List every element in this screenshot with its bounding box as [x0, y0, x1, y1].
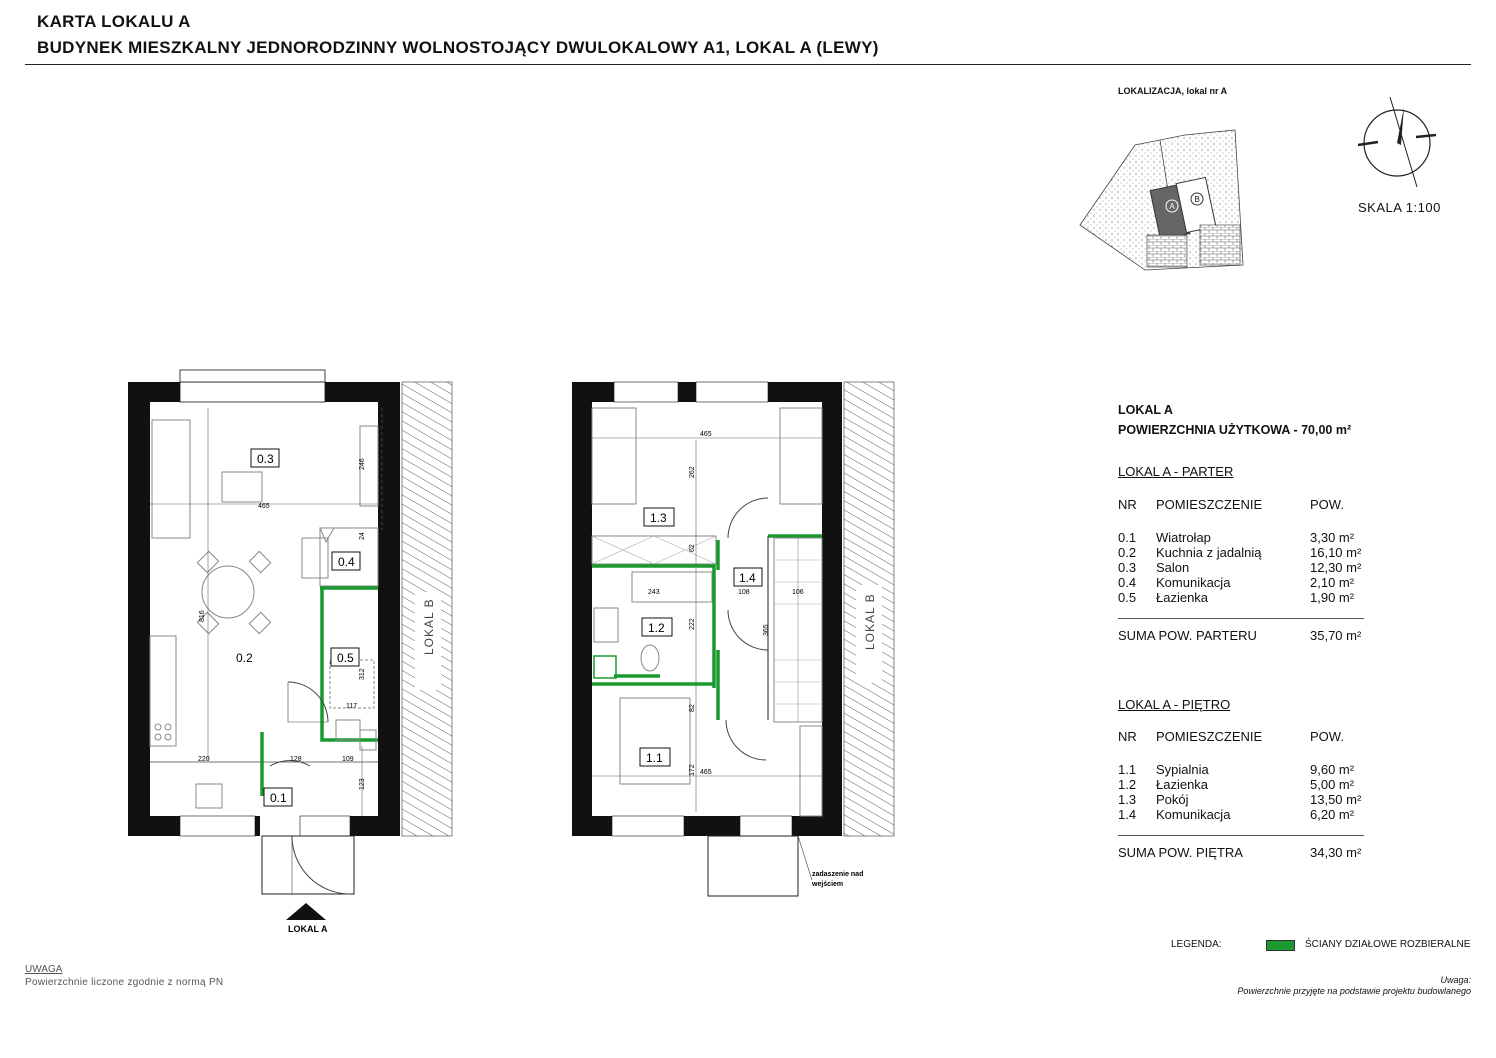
- dim-label: 172: [689, 764, 696, 776]
- divider: [1118, 835, 1364, 836]
- ground-floor-plan: [128, 370, 452, 934]
- dim-label: 312: [359, 668, 366, 680]
- table-row: 1.1 Sypialnia 9,60 m²: [1118, 762, 1355, 777]
- dim-label: 108: [738, 589, 750, 596]
- table-row: 0.4 Komunikacja 2,10 m²: [1118, 575, 1355, 590]
- col-nr: NR: [1118, 497, 1137, 512]
- col-pow: POW.: [1310, 497, 1344, 512]
- room-label-0-5: 0.5: [337, 651, 354, 665]
- area-total: POWIERZCHNIA UŻYTKOWA - 70,00 m²: [1118, 423, 1352, 437]
- lokal-title: LOKAL A: [1118, 403, 1173, 417]
- dim-label: 365: [763, 624, 770, 636]
- uwaga2-title: Uwaga:: [1440, 975, 1471, 985]
- table-row: 1.2 Łazienka 5,00 m²: [1118, 777, 1355, 792]
- col-pow: POW.: [1310, 729, 1344, 744]
- legend-item: ŚCIANY DZIAŁOWE ROZBIERALNE: [1305, 939, 1471, 950]
- dim-label: 220: [198, 756, 210, 763]
- site-location-map: [1075, 125, 1255, 275]
- pietro-section-title: LOKAL A - PIĘTRO: [1118, 697, 1231, 712]
- col-name: POMIESZCZENIE: [1156, 729, 1263, 744]
- table-row: 0.2 Kuchnia z jadalnią 16,10 m²: [1118, 545, 1362, 560]
- room-label-1-3: 1.3: [650, 511, 667, 525]
- sum-value: 35,70 m²: [1310, 628, 1362, 643]
- marker-b: B: [1194, 195, 1200, 204]
- dim-label: 109: [342, 756, 354, 763]
- neighbor-label-upper: LOKAL B: [863, 593, 877, 650]
- parter-rows: [1118, 530, 1380, 605]
- dim-label: 465: [700, 431, 712, 438]
- uwaga-text: Powierzchnie liczone zgodnie z normą PN: [25, 977, 224, 988]
- room-label-0-2: 0.2: [236, 651, 253, 665]
- location-label: LOKALIZACJA, lokal nr A: [1118, 86, 1228, 96]
- dim-label: 246: [359, 458, 366, 470]
- sum-label: SUMA POW. PIĘTRA: [1118, 845, 1243, 860]
- header-divider: [25, 64, 1471, 65]
- north-arrow-icon: [1350, 95, 1445, 190]
- pietro-header-row: [1118, 729, 1380, 744]
- parter-sum-row: [1118, 628, 1361, 643]
- room-label-1-1: 1.1: [646, 751, 663, 765]
- dim-label: 262: [689, 466, 696, 478]
- neighbor-label-ground: LOKAL B: [422, 598, 436, 655]
- table-row: 0.3 Salon 12,30 m²: [1118, 560, 1362, 575]
- dim-label: 106: [792, 589, 804, 596]
- canopy-note-2: wejściem: [812, 881, 844, 888]
- dim-label: 128: [290, 756, 302, 763]
- dim-label: 222: [689, 618, 696, 630]
- dim-label: 243: [648, 589, 660, 596]
- pietro-sum-row: [1118, 845, 1361, 860]
- dim-label: 465: [258, 503, 270, 510]
- dim-label: 24: [359, 532, 366, 540]
- col-nr: NR: [1118, 729, 1137, 744]
- page-title: KARTA LOKALU A: [37, 12, 191, 31]
- page-subtitle: BUDYNEK MIESZKALNY JEDNORODZINNY WOLNOSTOJĄCY DWULOKALOWY A1, LOKAL A (LEWY): [37, 38, 879, 57]
- pietro-rows: [1118, 762, 1380, 822]
- scale-label: SKALA 1:100: [1358, 200, 1441, 215]
- room-label-1-2: 1.2: [648, 621, 665, 635]
- col-name: POMIESZCZENIE: [1156, 497, 1263, 512]
- entrance-label: LOKAL A: [288, 924, 328, 934]
- legend-swatch: [1266, 940, 1295, 951]
- table-row: 1.4 Komunikacja 6,20 m²: [1118, 807, 1355, 822]
- upper-floor-plan: [572, 382, 894, 896]
- marker-a: A: [1169, 202, 1175, 211]
- room-label-0-3: 0.3: [257, 452, 274, 466]
- sum-value: 34,30 m²: [1310, 845, 1362, 860]
- parter-header-row: [1118, 497, 1380, 512]
- table-row: 0.5 Łazienka 1,90 m²: [1118, 590, 1355, 605]
- uwaga2-text: Powierzchnie przyjęte na podstawie projektu budowlanego: [1237, 986, 1471, 996]
- parter-section-title: LOKAL A - PARTER: [1118, 464, 1234, 479]
- room-label-1-4: 1.4: [739, 571, 756, 585]
- room-label-0-4: 0.4: [338, 555, 355, 569]
- dim-label: 117: [346, 703, 358, 710]
- divider: [1118, 618, 1364, 619]
- legend-label: LEGENDA:: [1171, 939, 1222, 950]
- table-row: 1.3 Pokój 13,50 m²: [1118, 792, 1362, 807]
- floor-plans: [120, 360, 910, 940]
- room-label-0-1: 0.1: [270, 791, 287, 805]
- table-row: 0.1 Wiatrołap 3,30 m²: [1118, 530, 1355, 545]
- dim-label: 123: [359, 778, 366, 790]
- sum-label: SUMA POW. PARTERU: [1118, 628, 1257, 643]
- dim-label: 816: [199, 610, 206, 622]
- uwaga-title: UWAGA: [25, 964, 63, 975]
- dim-label: 465: [700, 769, 712, 776]
- dim-label: 62: [689, 544, 696, 552]
- canopy-note: zadaszenie nad: [812, 871, 864, 878]
- dim-label: 82: [689, 704, 696, 712]
